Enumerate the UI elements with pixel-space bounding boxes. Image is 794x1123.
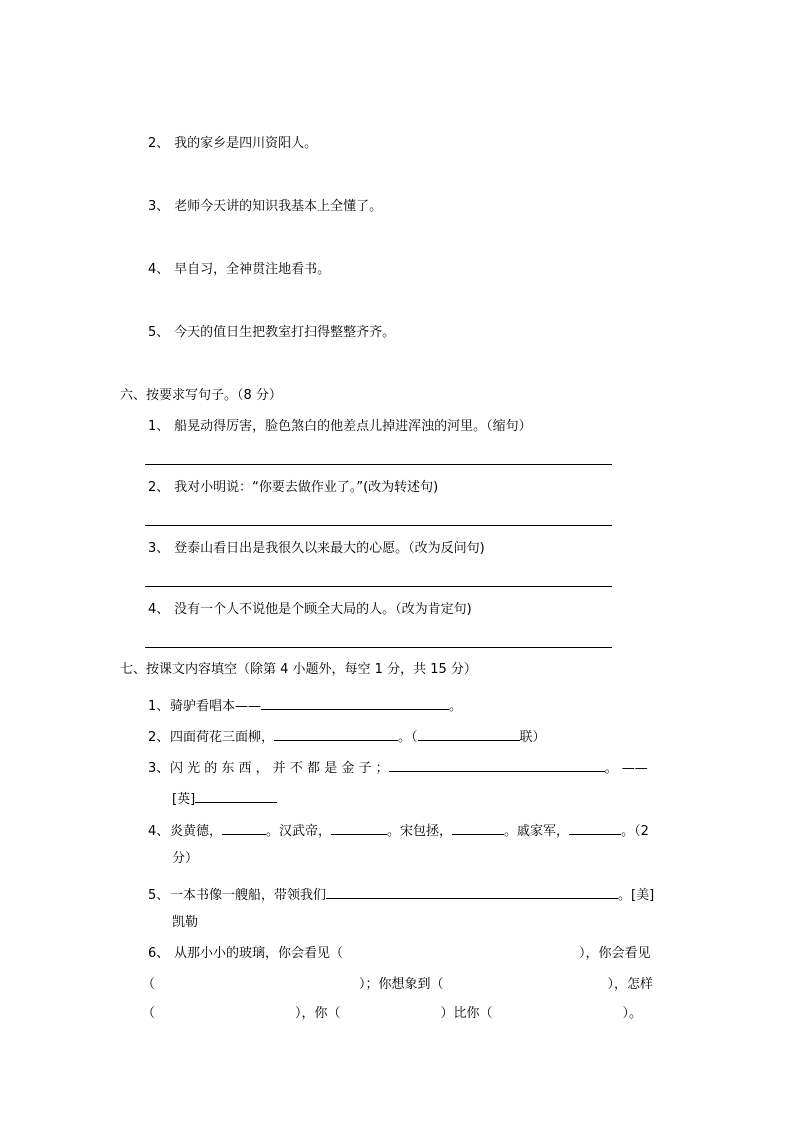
fill-blank[interactable] xyxy=(389,757,605,772)
item-number: 2、 xyxy=(148,480,170,495)
fill-blank[interactable] xyxy=(274,726,398,741)
item-number: 4、 xyxy=(148,824,170,839)
section7-q3 xyxy=(148,757,648,777)
item-text: 今天的值日生把教室打扫得整整齐齐。 xyxy=(174,325,396,340)
section5-item-5 xyxy=(148,325,395,341)
q2-mid: 。（ xyxy=(398,730,418,745)
q6-line2a: （ xyxy=(142,977,156,992)
section5-item-2 xyxy=(148,136,317,152)
item-number: 2、 xyxy=(148,730,170,745)
section7-q6-line2 xyxy=(142,977,653,993)
section5-item-3 xyxy=(148,199,382,215)
item-number: 6、 xyxy=(148,946,170,961)
section7-q4 xyxy=(148,820,649,840)
item-number: 1、 xyxy=(148,699,170,714)
item-number: 4、 xyxy=(148,602,170,617)
fill-blank[interactable] xyxy=(331,820,387,835)
item-number: 2、 xyxy=(148,136,170,151)
q5-prefix: 一本书像一艘船，带领我们 xyxy=(170,888,327,903)
section6-item-3 xyxy=(148,541,485,557)
q6-line1a: 从那小小的玻璃，你会看见（ xyxy=(174,946,344,961)
fill-blank[interactable] xyxy=(569,820,621,835)
q4-part1: 炎黄德， xyxy=(170,824,223,839)
section7-title: 七、按课文内容填空（除第 4 小题外，每空 1 分，共 15 分） xyxy=(120,662,477,677)
q3-end: 。 —— xyxy=(604,761,648,776)
answer-line[interactable] xyxy=(145,647,612,648)
q6-line1b: ），你会看见 xyxy=(579,946,651,961)
q4-part4: 。戚家军， xyxy=(504,824,570,839)
item-number: 3、 xyxy=(148,199,170,214)
item-number: 5、 xyxy=(148,325,170,340)
fill-blank[interactable] xyxy=(418,726,520,741)
section7-q6-line3 xyxy=(142,1006,642,1022)
q2-end: 联） xyxy=(519,730,546,745)
section7-q3-line2 xyxy=(172,788,277,808)
section6-item-1 xyxy=(148,419,532,435)
section6-item-2 xyxy=(148,480,438,496)
q1-prefix: 骑驴看唱本—— xyxy=(170,699,262,714)
section7-q4-line2: 分） xyxy=(172,851,199,866)
q6-line3a: （ xyxy=(142,1006,156,1021)
q4-part2: 。汉武帝， xyxy=(266,824,332,839)
q6-line3b: ），你（ xyxy=(295,1006,341,1021)
item-text: 我的家乡是四川资阳人。 xyxy=(174,136,318,151)
fill-blank[interactable] xyxy=(195,788,277,803)
q3-prefix: 闪 光 的 东 西 ， 并 不 都 是 金 子 ； xyxy=(170,761,389,776)
q6-line3c: ）比你（ xyxy=(440,1006,493,1021)
q3-origin: [英] xyxy=(172,792,196,807)
answer-line[interactable] xyxy=(145,464,612,465)
section7-q2 xyxy=(148,726,546,746)
q5-end: 。[美] xyxy=(618,888,655,903)
q4-part5: 。（2 xyxy=(621,824,649,839)
fill-blank[interactable] xyxy=(222,820,266,835)
fill-blank[interactable] xyxy=(452,820,504,835)
item-text: 早自习，全神贯注地看书。 xyxy=(174,262,331,277)
q6-line2b: ）；你想象到（ xyxy=(359,977,444,992)
section6-title: 六、按要求写句子。（8 分） xyxy=(120,388,282,403)
answer-line[interactable] xyxy=(145,586,612,587)
item-text: 登泰山看日出是我很久以来最大的心愿。（改为反问句) xyxy=(174,541,485,556)
item-text: 我对小明说：“你要去做作业了。”(改为转述句) xyxy=(174,480,439,495)
q6-line2c: ），怎样 xyxy=(607,977,654,992)
q6-line3d: ）。 xyxy=(622,1006,643,1021)
item-number: 3、 xyxy=(148,761,170,776)
q4-part3: 。宋包拯， xyxy=(387,824,453,839)
item-number: 5、 xyxy=(148,888,170,903)
answer-line[interactable] xyxy=(145,525,612,526)
item-text: 船晃动得厉害，脸色煞白的他差点儿掉进浑浊的河里。（缩句） xyxy=(174,419,532,434)
section7-q5 xyxy=(148,884,654,904)
fill-blank[interactable] xyxy=(326,884,618,899)
item-number: 4、 xyxy=(148,262,170,277)
section5-item-4 xyxy=(148,262,330,278)
item-text: 没有一个人不说他是个顾全大局的人。（改为肯定句) xyxy=(174,602,472,617)
section7-q1 xyxy=(148,695,462,715)
section6-item-4 xyxy=(148,602,472,618)
section7-q5-line2: 凯勒 xyxy=(172,915,199,930)
fill-blank[interactable] xyxy=(261,695,449,710)
q1-end: 。 xyxy=(449,699,463,714)
q2-prefix: 四面荷花三面柳， xyxy=(170,730,275,745)
item-number: 3、 xyxy=(148,541,170,556)
item-number: 1、 xyxy=(148,419,170,434)
section7-q6 xyxy=(148,946,651,962)
item-text: 老师今天讲的知识我基本上全懂了。 xyxy=(174,199,383,214)
